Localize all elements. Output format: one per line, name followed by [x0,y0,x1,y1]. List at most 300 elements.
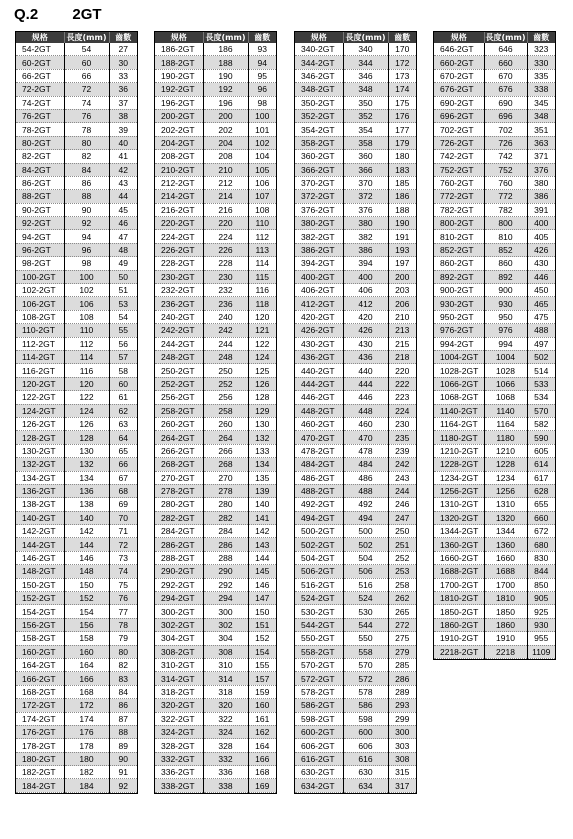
table-row [434,458,555,471]
cell-length: 606 [343,739,388,752]
cell-teeth: 475 [527,310,555,323]
cell-teeth: 315 [388,766,416,779]
cell-length: 1234 [484,471,527,484]
cell-teeth: 614 [527,458,555,471]
cell-teeth: 128 [248,391,276,404]
cell-spec: 380-2GT [295,217,343,230]
spec-table [155,32,276,793]
table-row [16,565,137,578]
cell-teeth: 252 [388,551,416,564]
table-row [16,618,137,631]
cell-teeth: 850 [527,578,555,591]
cell-spec: 892-2GT [434,270,484,283]
cell-length: 502 [343,538,388,551]
header-spec: 规格 [295,32,343,43]
cell-spec: 166-2GT [16,672,64,685]
cell-spec: 250-2GT [155,364,203,377]
cell-teeth: 582 [527,417,555,430]
cell-spec: 544-2GT [295,618,343,631]
cell-length: 752 [484,163,527,176]
cell-teeth: 164 [248,739,276,752]
cell-spec: 146-2GT [16,551,64,564]
cell-teeth: 45 [109,203,137,216]
table-row [295,257,416,270]
table-row [295,458,416,471]
cell-length: 232 [203,284,248,297]
cell-teeth: 300 [388,725,416,738]
cell-length: 586 [343,699,388,712]
table-row [155,217,276,230]
cell-spec: 616-2GT [295,752,343,765]
cell-length: 354 [343,123,388,136]
table-row [16,632,137,645]
cell-teeth: 65 [109,444,137,457]
table-row [16,377,137,390]
cell-length: 220 [203,217,248,230]
table-row [16,685,137,698]
cell-length: 348 [343,83,388,96]
table-row [434,203,555,216]
cell-teeth: 115 [248,270,276,283]
table-row [295,391,416,404]
table-row [434,471,555,484]
cell-length: 616 [343,752,388,765]
cell-length: 252 [203,377,248,390]
cell-teeth: 930 [527,618,555,631]
cell-length: 394 [343,257,388,270]
cell-length: 114 [64,350,109,363]
table-row [16,243,137,256]
cell-spec: 600-2GT [295,725,343,738]
table-row [434,538,555,551]
table-row [295,551,416,564]
cell-length: 318 [203,685,248,698]
table-row [434,310,555,323]
cell-length: 558 [343,645,388,658]
cell-spec: 214-2GT [155,190,203,203]
cell-teeth: 299 [388,712,416,725]
spec-table-1 [15,31,138,794]
cell-length: 810 [484,230,527,243]
cell-spec: 436-2GT [295,350,343,363]
cell-spec: 54-2GT [16,43,64,56]
cell-spec: 1310-2GT [434,498,484,511]
table-row [295,752,416,765]
table-row [155,699,276,712]
cell-spec: 168-2GT [16,685,64,698]
cell-length: 250 [203,364,248,377]
cell-length: 370 [343,176,388,189]
table-row [16,404,137,417]
cell-teeth: 58 [109,364,137,377]
cell-teeth: 157 [248,672,276,685]
cell-spec: 98-2GT [16,257,64,270]
cell-length: 100 [64,270,109,283]
table-row [295,243,416,256]
cell-spec: 260-2GT [155,417,203,430]
cell-length: 96 [64,243,109,256]
table-row [295,96,416,109]
table-row [295,538,416,551]
table-row [155,350,276,363]
table-row [16,150,137,163]
cell-spec: 236-2GT [155,297,203,310]
cell-teeth: 286 [388,672,416,685]
table-row [16,444,137,457]
cell-length: 136 [64,484,109,497]
cell-teeth: 83 [109,672,137,685]
cell-length: 124 [64,404,109,417]
cell-spec: 136-2GT [16,484,64,497]
cell-teeth: 87 [109,712,137,725]
cell-teeth: 250 [388,525,416,538]
table-row [16,136,137,149]
cell-teeth: 243 [388,471,416,484]
cell-spec: 696-2GT [434,109,484,122]
cell-teeth: 244 [388,484,416,497]
cell-length: 660 [484,56,527,69]
cell-teeth: 77 [109,605,137,618]
cell-teeth: 174 [388,83,416,96]
cell-spec: 304-2GT [155,632,203,645]
cell-spec: 1210-2GT [434,444,484,457]
cell-teeth: 61 [109,391,137,404]
cell-length: 270 [203,471,248,484]
cell-teeth: 145 [248,565,276,578]
cell-teeth: 161 [248,712,276,725]
cell-length: 516 [343,578,388,591]
table-row [434,217,555,230]
table-row [16,190,137,203]
cell-length: 800 [484,217,527,230]
table-row [295,69,416,82]
cell-length: 506 [343,565,388,578]
cell-length: 54 [64,43,109,56]
table-row [295,779,416,792]
cell-spec: 324-2GT [155,725,203,738]
cell-length: 190 [203,69,248,82]
cell-spec: 302-2GT [155,618,203,631]
table-row [16,310,137,323]
table-row [16,123,137,136]
table-row [16,484,137,497]
cell-spec: 92-2GT [16,217,64,230]
cell-length: 524 [343,592,388,605]
cell-spec: 1164-2GT [434,417,484,430]
cell-teeth: 289 [388,685,416,698]
table-row [16,605,137,618]
cell-length: 102 [64,284,109,297]
cell-spec: 248-2GT [155,350,203,363]
cell-length: 156 [64,618,109,631]
cell-length: 372 [343,190,388,203]
table-row [295,350,416,363]
cell-teeth: 37 [109,96,137,109]
table-row [295,672,416,685]
cell-spec: 372-2GT [295,190,343,203]
cell-spec: 106-2GT [16,297,64,310]
cell-spec: 314-2GT [155,672,203,685]
table-row [434,96,555,109]
table-row [155,511,276,524]
table-row [295,417,416,430]
table-row [295,217,416,230]
cell-length: 180 [64,752,109,765]
cell-teeth: 262 [388,592,416,605]
cell-teeth: 680 [527,538,555,551]
cell-length: 578 [343,685,388,698]
cell-spec: 94-2GT [16,230,64,243]
cell-length: 290 [203,565,248,578]
cell-spec: 1228-2GT [434,458,484,471]
cell-spec: 1344-2GT [434,525,484,538]
cell-teeth: 90 [109,752,137,765]
cell-length: 320 [203,699,248,712]
cell-length: 120 [64,377,109,390]
cell-teeth: 91 [109,766,137,779]
cell-teeth: 533 [527,377,555,390]
cell-teeth: 84 [109,685,137,698]
table-row [155,310,276,323]
cell-spec: 1688-2GT [434,565,484,578]
table-row [155,565,276,578]
table-row [155,190,276,203]
cell-length: 236 [203,297,248,310]
cell-teeth: 134 [248,458,276,471]
cell-spec: 66-2GT [16,69,64,82]
cell-teeth: 54 [109,310,137,323]
table-row [16,431,137,444]
table-row [155,297,276,310]
cell-teeth: 41 [109,150,137,163]
cell-length: 572 [343,672,388,685]
table-row [295,123,416,136]
cell-teeth: 62 [109,404,137,417]
table-row [16,779,137,792]
table-row [295,230,416,243]
cell-length: 208 [203,150,248,163]
table-row [295,632,416,645]
cell-length: 366 [343,163,388,176]
cell-teeth: 193 [388,243,416,256]
table-row [16,163,137,176]
cell-length: 90 [64,203,109,216]
cell-teeth: 39 [109,123,137,136]
cell-length: 184 [64,779,109,792]
cell-spec: 226-2GT [155,243,203,256]
cell-teeth: 844 [527,565,555,578]
cell-spec: 122-2GT [16,391,64,404]
table-row [434,297,555,310]
cell-length: 676 [484,83,527,96]
cell-length: 782 [484,203,527,216]
cell-teeth: 246 [388,498,416,511]
cell-spec: 406-2GT [295,284,343,297]
cell-length: 168 [64,685,109,698]
cell-spec: 132-2GT [16,458,64,471]
cell-teeth: 173 [388,69,416,82]
cell-spec: 140-2GT [16,511,64,524]
table-row [16,56,137,69]
cell-teeth: 223 [388,391,416,404]
cell-spec: 448-2GT [295,404,343,417]
cell-length: 228 [203,257,248,270]
cell-teeth: 215 [388,337,416,350]
table-row [434,337,555,350]
cell-spec: 630-2GT [295,766,343,779]
table-row [155,270,276,283]
cell-teeth: 42 [109,163,137,176]
cell-teeth: 376 [527,163,555,176]
cell-teeth: 265 [388,605,416,618]
cell-spec: 322-2GT [155,712,203,725]
cell-teeth: 162 [248,725,276,738]
table-row [155,578,276,591]
cell-teeth: 175 [388,96,416,109]
cell-teeth: 830 [527,551,555,564]
table-row [155,176,276,189]
header-length: 長度(mm) [485,33,526,42]
cell-teeth: 285 [388,658,416,671]
cell-teeth: 605 [527,444,555,457]
cell-teeth: 242 [388,458,416,471]
cell-teeth: 108 [248,203,276,216]
cell-spec: 340-2GT [295,43,343,56]
cell-spec: 186-2GT [155,43,203,56]
cell-teeth: 220 [388,364,416,377]
table-row [434,645,555,658]
cell-length: 242 [203,324,248,337]
cell-length: 1310 [484,498,527,511]
cell-teeth: 105 [248,163,276,176]
cell-spec: 116-2GT [16,364,64,377]
table-row [16,83,137,96]
cell-length: 350 [343,96,388,109]
table-row [295,337,416,350]
cell-length: 146 [64,551,109,564]
cell-spec: 486-2GT [295,471,343,484]
cell-teeth: 450 [527,284,555,297]
cell-length: 440 [343,364,388,377]
cell-teeth: 53 [109,297,137,310]
table-row [16,699,137,712]
cell-spec: 1256-2GT [434,484,484,497]
cell-teeth: 176 [388,109,416,122]
table-header-row [295,32,416,43]
cell-length: 266 [203,444,248,457]
cell-spec: 570-2GT [295,658,343,671]
cell-teeth: 308 [388,752,416,765]
table-row [295,284,416,297]
cell-length: 976 [484,324,527,337]
table-row [16,739,137,752]
table-row [295,592,416,605]
table-row [155,712,276,725]
cell-length: 240 [203,310,248,323]
cell-spec: 208-2GT [155,150,203,163]
table-row [155,551,276,564]
cell-teeth: 101 [248,123,276,136]
cell-spec: 360-2GT [295,150,343,163]
cell-teeth: 905 [527,592,555,605]
cell-teeth: 75 [109,578,137,591]
cell-length: 76 [64,109,109,122]
cell-teeth: 497 [527,337,555,350]
table-row [434,324,555,337]
cell-spec: 524-2GT [295,592,343,605]
cell-length: 178 [64,739,109,752]
cell-spec: 478-2GT [295,444,343,457]
cell-length: 158 [64,632,109,645]
cell-length: 172 [64,699,109,712]
cell-teeth: 144 [248,551,276,564]
cell-teeth: 112 [248,230,276,243]
table-row [155,284,276,297]
cell-spec: 550-2GT [295,632,343,645]
header-length: 長度(mm) [343,32,388,43]
cell-spec: 800-2GT [434,217,484,230]
table-row [155,83,276,96]
table-row [434,123,555,136]
cell-spec: 112-2GT [16,337,64,350]
table-row [434,364,555,377]
table-row [16,391,137,404]
cell-spec: 320-2GT [155,699,203,712]
cell-length: 634 [343,779,388,792]
cell-teeth: 74 [109,565,137,578]
cell-length: 1344 [484,525,527,538]
cell-teeth: 330 [527,56,555,69]
cell-teeth: 56 [109,337,137,350]
cell-teeth: 363 [527,136,555,149]
cell-spec: 188-2GT [155,56,203,69]
cell-spec: 634-2GT [295,779,343,792]
table-row [295,150,416,163]
cell-length: 210 [203,163,248,176]
table-row [434,43,555,56]
cell-spec: 670-2GT [434,69,484,82]
cell-spec: 290-2GT [155,565,203,578]
table-row [434,592,555,605]
cell-spec: 504-2GT [295,551,343,564]
cell-length: 154 [64,605,109,618]
table-row [16,96,137,109]
cell-spec: 96-2GT [16,243,64,256]
table-row [295,203,416,216]
cell-length: 1256 [484,484,527,497]
cell-spec: 386-2GT [295,243,343,256]
cell-length: 230 [203,270,248,283]
table-row [155,645,276,658]
cell-teeth: 303 [388,739,416,752]
cell-spec: 702-2GT [434,123,484,136]
cell-teeth: 40 [109,136,137,149]
cell-teeth: 133 [248,444,276,457]
cell-length: 1860 [484,618,527,631]
cell-length: 702 [484,123,527,136]
cell-length: 134 [64,471,109,484]
table-row [16,417,137,430]
cell-teeth: 188 [388,203,416,216]
cell-length: 2218 [484,645,527,658]
table-row [295,498,416,511]
cell-length: 130 [64,444,109,457]
cell-teeth: 125 [248,364,276,377]
cell-teeth: 159 [248,685,276,698]
cell-spec: 288-2GT [155,551,203,564]
cell-length: 116 [64,364,109,377]
header-spec: 规格 [155,32,203,43]
